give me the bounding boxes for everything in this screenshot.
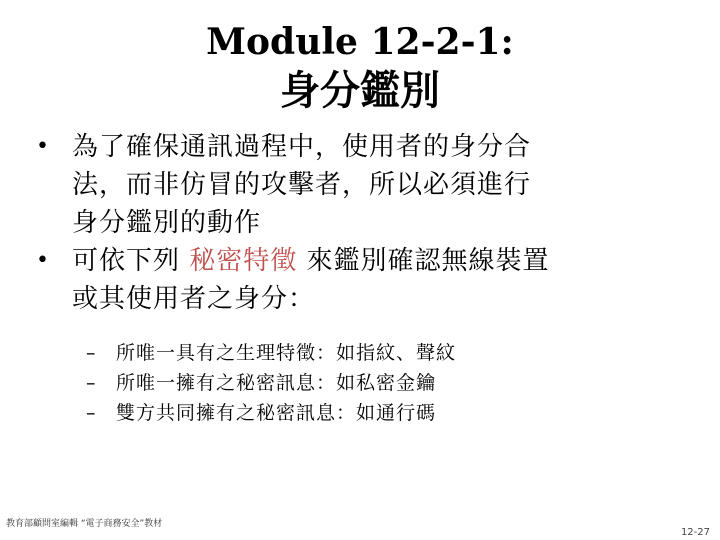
dash-icon: – (86, 402, 97, 424)
sub-item-1-text: 所唯一具有之生理特徵：如指紋、聲紋 (116, 342, 457, 364)
secret-feature-highlight: 秘密特徵 (189, 246, 298, 276)
sub-item-list (86, 338, 686, 428)
bullet-1-line-3: 身分鑑別的動作 (72, 208, 262, 238)
bullet-2-pre: 可依下列 (72, 246, 190, 276)
bullet-dot-icon: • (36, 248, 50, 273)
sub-item-3 (86, 398, 686, 428)
dash-icon: – (86, 372, 97, 394)
sub-item-2-text: 所唯一擁有之秘密訊息：如私密金鑰 (116, 372, 437, 394)
bullet-2-line-1 (72, 242, 680, 280)
bullet-1-line-1: 為了確保通訊過程中，使用者的身分合 (72, 132, 532, 162)
slide-title-topic: 身分鑑別 (280, 68, 440, 114)
bullet-list (30, 128, 680, 318)
sub-item-1 (86, 338, 686, 368)
sub-item-2 (86, 368, 686, 398)
bullet-item-2 (30, 242, 680, 318)
footer-source: 教育部顧問室編輯 “電子商務安全”教材 (6, 519, 163, 529)
bullet-dot-icon: • (36, 134, 50, 159)
bullet-2-line-2: 或其使用者之身分： (72, 284, 316, 314)
bullet-item-1 (30, 128, 680, 242)
dash-icon: – (86, 342, 97, 364)
slide-title-module: Module 12-2-1: (206, 21, 514, 63)
bullet-1-line-2: 法，而非仿冒的攻擊者，所以必須進行 (72, 170, 532, 200)
bullet-2-post: 來鑑別確認無線裝置 (297, 246, 550, 276)
sub-item-3-text: 雙方共同擁有之秘密訊息：如通行碼 (116, 402, 437, 424)
page-number: 12-27 (680, 527, 710, 538)
